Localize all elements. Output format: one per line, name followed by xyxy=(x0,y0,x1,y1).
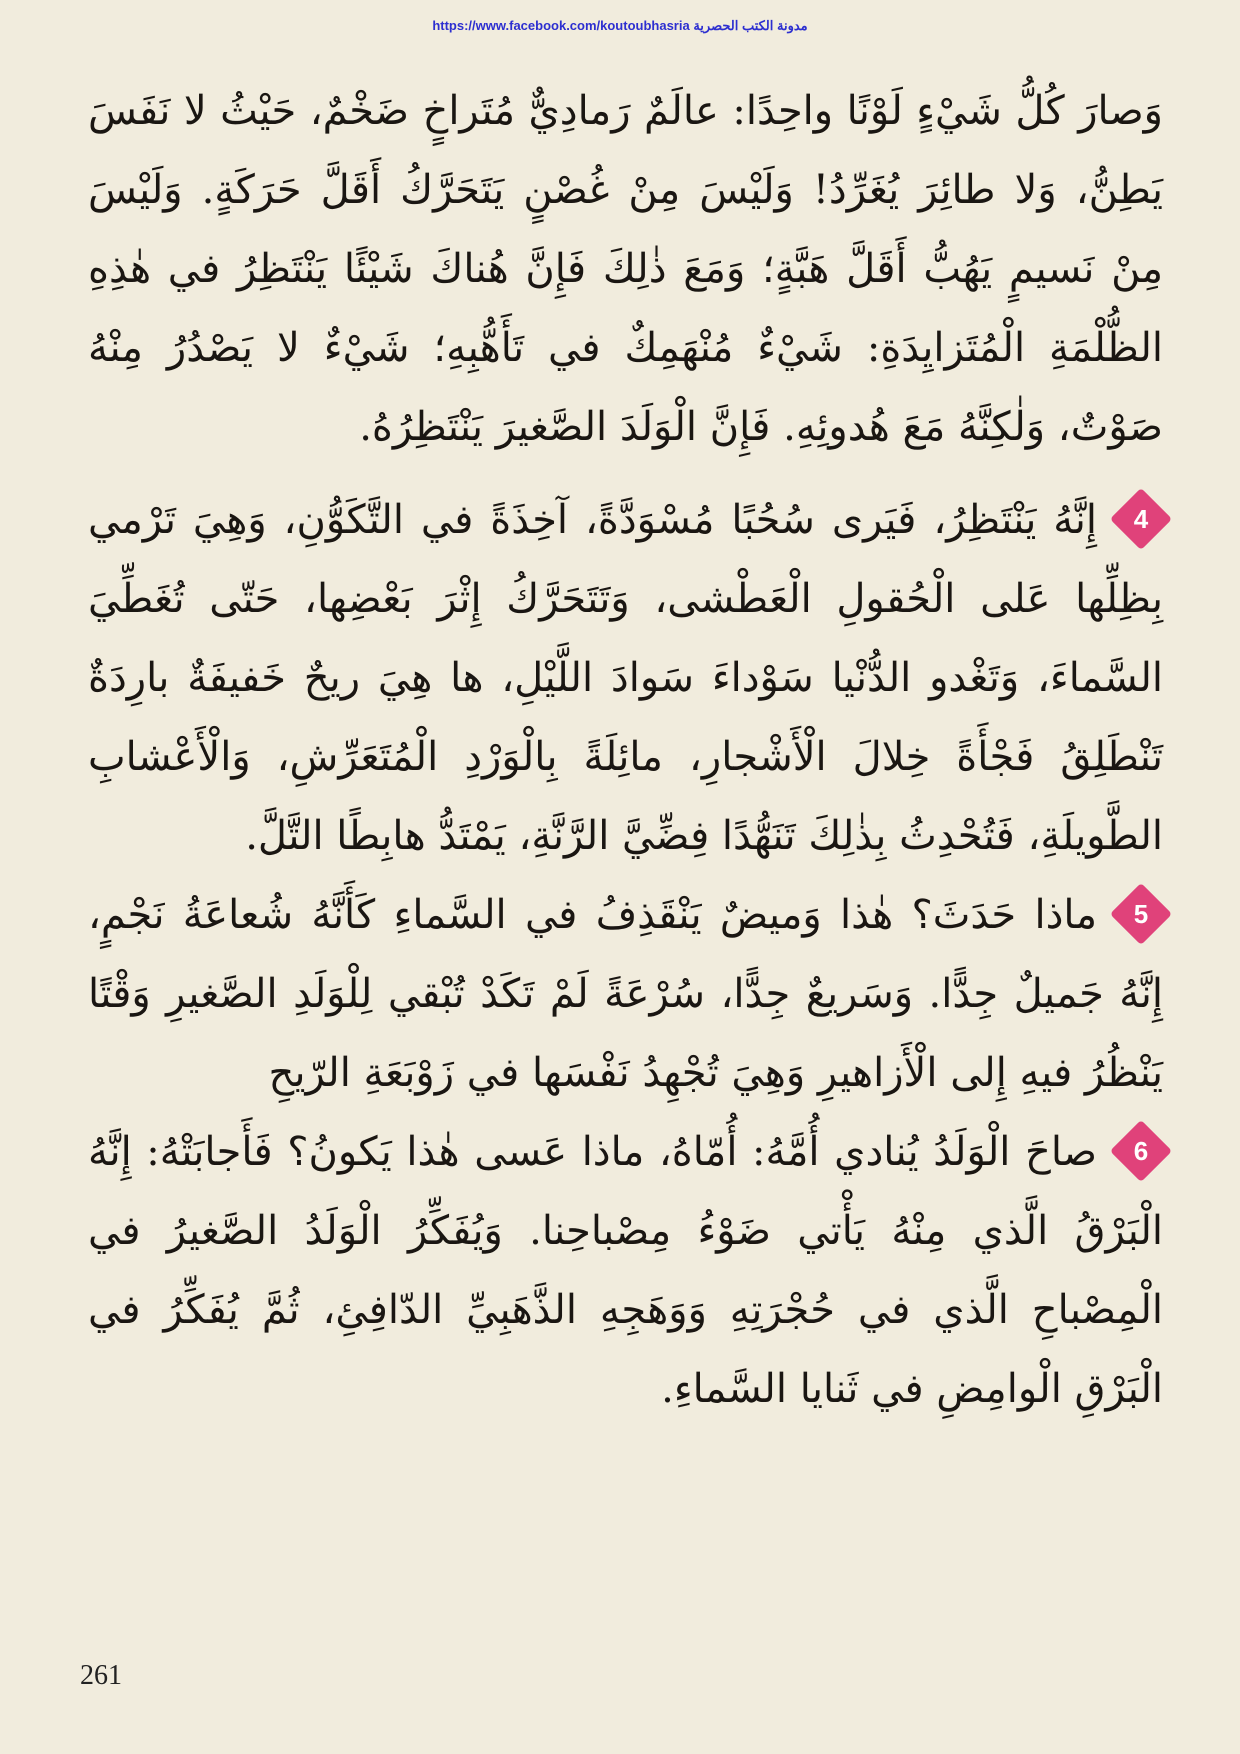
page-body xyxy=(88,72,1163,1429)
paragraph-5 xyxy=(88,876,1163,1113)
paragraph-intro xyxy=(88,72,1163,467)
paragraph-number-badge: 4 xyxy=(1110,488,1172,550)
paragraph-text: صاحَ الْوَلَدُ يُنادي أُمَّهُ: أُمّاهُ، ماذا عَسى هٰذا يَكونُ؟ فَأَجابَتْهُ: إِنَّهُ الْبَرْقُ الَّذي مِنْهُ يَأْتي ضَوْءُ مِصْباحِنا. وَيُفَكِّرُ الْوَلَدُ الصَّغيرُ في الْمِصْباحِ الَّذي في حُجْرَتِهِ وَوَهَجِهِ الذَّهَبِيِّ الدّافِئِ، ثُمَّ يُفَكِّرُ في الْبَرْقِ الْوامِضِ في ثَنايا السَّماءِ. xyxy=(88,1129,1163,1412)
paragraph-4 xyxy=(88,481,1163,876)
paragraph-number-badge: 5 xyxy=(1110,883,1172,945)
source-watermark: https://www.facebook.com/koutoubhasria مدونة الكتب الحصرية xyxy=(432,18,808,33)
paragraph-text: إِنَّهُ يَنْتَظِرُ، فَيَرى سُحُبًا مُسْوَدَّةً، آخِذَةً في التَّكَوُّنِ، وَهِيَ تَرْمي بِظِلِّها عَلى الْحُقولِ الْعَطْشى، وَتَتَحَرَّكُ إِثْرَ بَعْضِها، حَتّى تُغَطِّيَ السَّماءَ، وَتَغْدو الدُّنْيا سَوْداءَ سَوادَ اللَّيْلِ، ها هِيَ ريحٌ خَفيفَةٌ بارِدَةٌ تَنْطَلِقُ فَجْأَةً خِلالَ الْأَشْجارِ، مائِلَةً بِالْوَرْدِ الْمُتَعَرِّشِ، وَالْأَعْشابِ الطَّويلَةِ، فَتُحْدِثُ بِذٰلِكَ تَنَهُّدًا فِضِّيَّ الرَّنَّةِ، يَمْتَدُّ هابِطًا التَّلَّ. xyxy=(88,497,1163,859)
page-number: 261 xyxy=(80,1660,122,1691)
paragraph-6 xyxy=(88,1113,1163,1429)
paragraph-text: ماذا حَدَثَ؟ هٰذا وَميضٌ يَنْقَذِفُ في السَّماءِ كَأَنَّهُ شُعاعَةُ نَجْمٍ، إِنَّهُ جَميلٌ جِدًّا. وَسَريعٌ جِدًّا، سُرْعَةً لَمْ تَكَدْ تُبْقي لِلْوَلَدِ الصَّغيرِ وَقْتًا يَنْظُرُ فيهِ إِلى الْأَزاهيرِ وَهِيَ تُجْهِدُ نَفْسَها في زَوْبَعَةِ الرّيحِ xyxy=(88,892,1163,1096)
paragraph-text: وَصارَ كُلُّ شَيْءٍ لَوْنًا واحِدًا: عالَمٌ رَمادِيٌّ مُتَراخٍ ضَخْمٌ، حَيْثُ لا نَفَسَ يَطِنُّ، وَلا طائِرَ يُغَرِّدُ! وَلَيْسَ مِنْ غُصْنٍ يَتَحَرَّكُ أَقَلَّ حَرَكَةٍ. وَلَيْسَ مِنْ نَسيمٍ يَهُبُّ أَقَلَّ هَبَّةٍ؛ وَمَعَ ذٰلِكَ فَإِنَّ هُناكَ شَيْئًا يَنْتَظِرُ في هٰذِهِ الظُّلْمَةِ الْمُتَزايِدَةِ: شَيْءٌ مُنْهَمِكٌ في تَأَهُّبِهِ؛ شَيْءٌ لا يَصْدُرُ مِنْهُ صَوْتٌ، وَلٰكِنَّهُ مَعَ هُدوئِهِ. فَإِنَّ الْوَلَدَ الصَّغيرَ يَنْتَظِرُهُ. xyxy=(88,88,1163,450)
paragraph-number-badge: 6 xyxy=(1110,1120,1172,1182)
